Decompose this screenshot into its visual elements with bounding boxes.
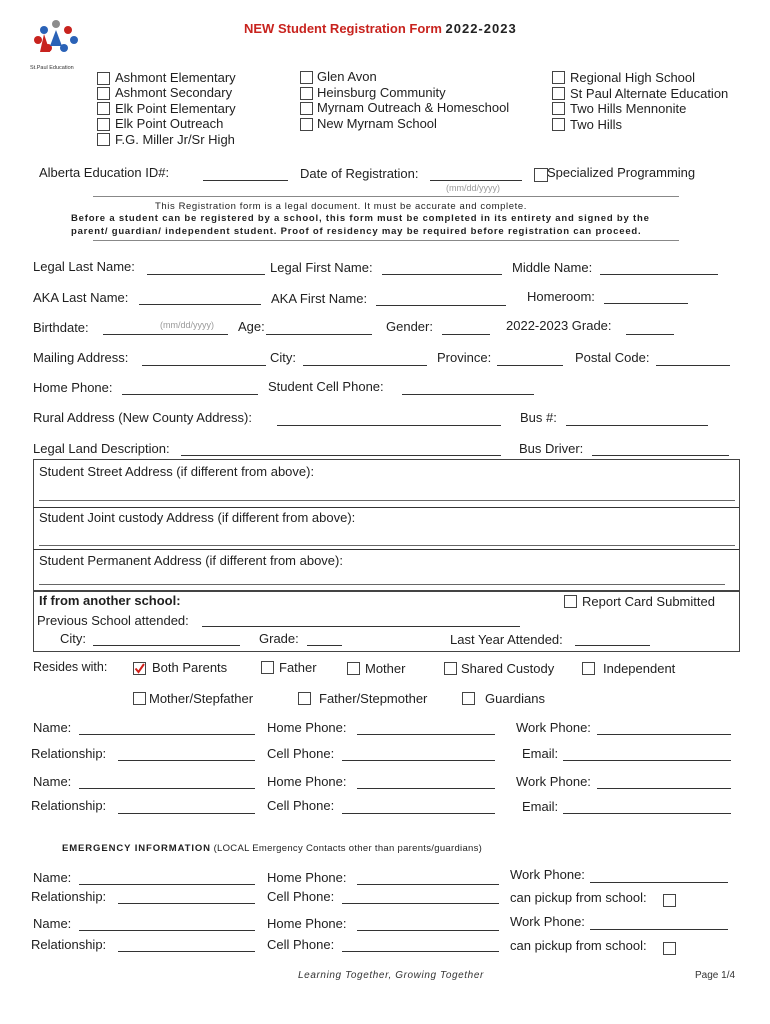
homeroom-field[interactable]	[604, 303, 688, 304]
school-division-logo	[30, 18, 82, 70]
legal-last-name-label: Legal Last Name:	[33, 259, 135, 274]
bus-driver-label: Bus Driver:	[519, 441, 584, 456]
school-checkbox[interactable]	[552, 87, 565, 100]
school-label: New Myrnam School	[317, 116, 437, 131]
school-label: Myrnam Outreach & Homeschool	[317, 100, 510, 115]
school-checkbox[interactable]	[300, 87, 313, 100]
contact-name-label: Name:	[33, 774, 72, 789]
student-cell-label: Student Cell Phone:	[268, 379, 384, 394]
bus-number-label: Bus #:	[520, 410, 557, 425]
middle-name-label: Middle Name:	[512, 260, 593, 275]
grade-field[interactable]	[626, 334, 674, 335]
emergency-cell-phone-label: Cell Phone:	[267, 937, 335, 952]
footer-tagline: Learning Together, Growing Together	[298, 970, 484, 981]
prev-grade-field[interactable]	[307, 645, 342, 646]
birthdate-format-hint: (mm/dd/yyyy)	[160, 320, 214, 330]
school-checkbox[interactable]	[97, 102, 110, 115]
alberta-id-label: Alberta Education ID#:	[39, 165, 170, 180]
school-label: Elk Point Outreach	[115, 116, 224, 131]
contact-relationship-field[interactable]	[118, 760, 255, 761]
contact-relationship-label: Relationship:	[31, 746, 107, 761]
resides-option-label: Father	[279, 660, 317, 675]
school-label: Ashmont Secondary	[115, 85, 233, 100]
grade-label: 2022-2023 Grade:	[506, 318, 612, 333]
contact-home-phone-field[interactable]	[357, 734, 495, 735]
date-registration-field[interactable]	[430, 180, 522, 181]
bus-number-field[interactable]	[566, 425, 708, 426]
school-label: F.G. Miller Jr/Sr High	[115, 132, 235, 147]
resides-with-label: Resides with:	[33, 660, 108, 674]
emergency-name-label: Name:	[33, 870, 72, 885]
page-number: Page 1/4	[695, 970, 736, 981]
home-phone-field[interactable]	[122, 394, 258, 395]
emergency-work-phone-label: Work Phone:	[510, 867, 585, 882]
mother-checkbox[interactable]	[347, 662, 360, 675]
city-label: City:	[270, 350, 296, 365]
father-stepmother-checkbox[interactable]	[298, 692, 311, 705]
birthdate-label: Birthdate:	[33, 320, 89, 335]
contact-relationship-label: Relationship:	[31, 798, 107, 813]
emergency-work-phone-field[interactable]	[590, 882, 728, 883]
resides-option-label: Both Parents	[152, 660, 228, 675]
emergency-cell-phone-field[interactable]	[342, 951, 499, 952]
permanent-address-label: Student Permanent Address (if different from above):	[39, 553, 343, 568]
emergency-name-field[interactable]	[79, 884, 255, 885]
school-checkbox[interactable]	[97, 72, 110, 85]
joint-address-label: Student Joint custody Address (if different from above):	[39, 510, 356, 525]
aka-first-name-field[interactable]	[376, 305, 506, 306]
father-checkbox[interactable]	[261, 661, 274, 674]
notice-line-1: This Registration form is a legal document. It must be accurate and complete.	[155, 201, 527, 212]
emergency-cell-phone-field[interactable]	[342, 903, 499, 904]
contact-work-phone-field[interactable]	[597, 734, 731, 735]
mother-stepfather-checkbox[interactable]	[133, 692, 146, 705]
gender-label: Gender:	[386, 319, 433, 334]
school-label: Heinsburg Community	[317, 85, 446, 100]
form-title-text: NEW Student Registration Form	[244, 21, 442, 36]
emergency-relationship-label: Relationship:	[31, 889, 107, 904]
province-label: Province:	[437, 350, 492, 365]
contact-home-phone-field[interactable]	[357, 788, 495, 789]
contact-home-phone-label: Home Phone:	[267, 774, 347, 789]
legal-first-name-label: Legal First Name:	[270, 260, 373, 275]
emergency-home-phone-label: Home Phone:	[267, 870, 347, 885]
province-field[interactable]	[497, 365, 563, 366]
resides-option-label: Father/Stepmother	[319, 691, 428, 706]
contact-work-phone-label: Work Phone:	[516, 774, 591, 789]
checkmark-icon	[134, 663, 145, 674]
contact-work-phone-label: Work Phone:	[516, 720, 591, 735]
school-checkbox[interactable]	[552, 102, 565, 115]
gender-field[interactable]	[442, 334, 490, 335]
independent-checkbox[interactable]	[582, 662, 595, 675]
legal-land-field[interactable]	[181, 455, 501, 456]
emergency-relationship-field[interactable]	[118, 903, 255, 904]
previous-school-label: Previous School attended:	[37, 613, 189, 628]
home-phone-label: Home Phone:	[33, 380, 113, 395]
report-card-label: Report Card Submitted	[582, 594, 715, 609]
previous-school-heading: If from another school:	[39, 593, 181, 608]
prev-grade-label: Grade:	[259, 631, 299, 646]
contact-work-phone-field[interactable]	[597, 788, 731, 789]
logo-text: St.Paul Education	[30, 65, 74, 71]
emergency-relationship-label: Relationship:	[31, 937, 107, 952]
school-checkbox[interactable]	[300, 118, 313, 131]
contact-email-label: Email:	[522, 746, 559, 761]
separator-top	[93, 196, 679, 197]
address-divider	[33, 549, 739, 550]
contact-relationship-field[interactable]	[118, 813, 255, 814]
pickup-label: can pickup from school:	[510, 938, 647, 953]
emergency-cell-phone-label: Cell Phone:	[267, 889, 335, 904]
homeroom-label: Homeroom:	[527, 289, 595, 304]
contact-name-field[interactable]	[79, 788, 255, 789]
last-year-field[interactable]	[575, 645, 650, 646]
age-field[interactable]	[266, 334, 372, 335]
aka-last-name-field[interactable]	[139, 304, 261, 305]
school-label: Ashmont Elementary	[115, 70, 236, 85]
emergency-home-phone-field[interactable]	[357, 930, 499, 931]
legal-last-name-field[interactable]	[147, 274, 265, 275]
contact-cell-phone-label: Cell Phone:	[267, 746, 335, 761]
school-label: St Paul Alternate Education	[570, 86, 729, 101]
school-checkbox[interactable]	[300, 71, 313, 84]
contact-cell-phone-field[interactable]	[342, 760, 495, 761]
guardians-checkbox[interactable]	[462, 692, 475, 705]
specialized-checkbox[interactable]	[534, 168, 548, 182]
student-cell-field[interactable]	[402, 394, 534, 395]
aka-first-name-label: AKA First Name:	[271, 291, 368, 306]
bus-driver-field[interactable]	[592, 455, 729, 456]
both-parents-checkbox[interactable]	[133, 662, 146, 675]
emergency-home-phone-field[interactable]	[357, 884, 499, 885]
school-label: Regional High School	[570, 70, 696, 85]
street-address-field[interactable]	[39, 500, 735, 501]
pickup-checkbox[interactable]	[663, 942, 676, 955]
school-label: Glen Avon	[317, 69, 377, 84]
school-checkbox[interactable]	[552, 71, 565, 84]
contact-email-field[interactable]	[563, 760, 731, 761]
address-divider	[33, 507, 739, 508]
school-label: Elk Point Elementary	[115, 101, 236, 116]
rural-address-field[interactable]	[277, 425, 501, 426]
emergency-name-label: Name:	[33, 916, 72, 931]
resides-option-label: Independent	[603, 661, 676, 676]
contact-name-field[interactable]	[79, 734, 255, 735]
form-title	[244, 21, 517, 36]
previous-school-field[interactable]	[202, 626, 520, 627]
emergency-relationship-field[interactable]	[118, 951, 255, 952]
school-checkbox[interactable]	[97, 133, 110, 146]
contact-name-label: Name:	[33, 720, 72, 735]
specialized-label: Specialized Programming	[547, 165, 696, 180]
school-label: Two Hills	[570, 117, 623, 132]
school-checkbox[interactable]	[552, 118, 565, 131]
joint-address-field[interactable]	[39, 545, 735, 546]
notice-line-2: Before a student can be registered by a school, this form must be completed in its entirety and signed by the	[71, 213, 650, 224]
birthdate-field[interactable]	[103, 334, 228, 335]
school-checkbox[interactable]	[97, 118, 110, 131]
middle-name-field[interactable]	[600, 274, 718, 275]
permanent-address-field[interactable]	[39, 584, 725, 585]
mailing-address-label: Mailing Address:	[33, 350, 129, 365]
street-address-label: Student Street Address (if different from above):	[39, 464, 315, 479]
emergency-work-phone-label: Work Phone:	[510, 914, 585, 929]
school-checkbox[interactable]	[97, 87, 110, 100]
age-label: Age:	[238, 319, 265, 334]
emergency-note: (LOCAL Emergency Contacts other than parents/guardians)	[213, 843, 483, 854]
emergency-name-field[interactable]	[79, 930, 255, 931]
legal-land-label: Legal Land Description:	[33, 441, 170, 456]
contact-cell-phone-label: Cell Phone:	[267, 798, 335, 813]
emergency-home-phone-label: Home Phone:	[267, 916, 347, 931]
postal-code-label: Postal Code:	[575, 350, 650, 365]
shared-custody-checkbox[interactable]	[444, 662, 457, 675]
resides-option-label: Guardians	[485, 691, 545, 706]
contact-email-field[interactable]	[563, 813, 731, 814]
emergency-work-phone-field[interactable]	[590, 929, 728, 930]
date-registration-label: Date of Registration:	[300, 166, 419, 181]
resides-option-label: Mother	[365, 661, 406, 676]
prev-city-label: City:	[60, 631, 86, 646]
rural-address-label: Rural Address (New County Address):	[33, 410, 252, 425]
contact-home-phone-label: Home Phone:	[267, 720, 347, 735]
date-format-hint: (mm/dd/yyyy)	[446, 183, 500, 193]
postal-code-field[interactable]	[656, 365, 730, 366]
resides-option-label: Shared Custody	[461, 661, 555, 676]
notice-line-3: parent/ guardian/ independent student. Proof of residency may be required before registration can proceed.	[71, 226, 642, 237]
resides-option-label: Mother/Stepfather	[149, 691, 254, 706]
separator-notice	[93, 240, 679, 241]
prev-city-field[interactable]	[93, 645, 240, 646]
contact-email-label: Email:	[522, 799, 559, 814]
pickup-label: can pickup from school:	[510, 890, 647, 905]
alberta-id-field[interactable]	[203, 180, 288, 181]
city-field[interactable]	[303, 365, 427, 366]
last-year-label: Last Year Attended:	[450, 632, 563, 647]
mailing-address-field[interactable]	[142, 365, 266, 366]
pickup-checkbox[interactable]	[663, 894, 676, 907]
legal-first-name-field[interactable]	[382, 274, 502, 275]
report-card-checkbox[interactable]	[564, 595, 577, 608]
school-checkbox[interactable]	[300, 102, 313, 115]
emergency-heading	[62, 843, 482, 854]
form-year: 2022-2023	[445, 21, 517, 36]
contact-cell-phone-field[interactable]	[342, 813, 495, 814]
aka-last-name-label: AKA Last Name:	[33, 290, 129, 305]
school-label: Two Hills Mennonite	[570, 101, 687, 116]
emergency-title: EMERGENCY INFORMATION	[62, 843, 211, 854]
